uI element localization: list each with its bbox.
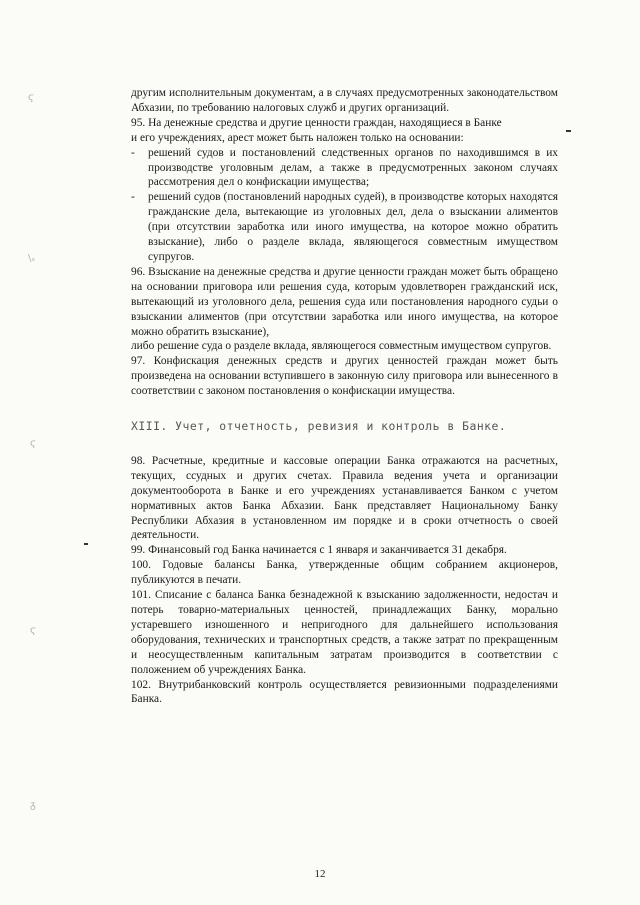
paragraph-101: 101. Списание с баланса Банка безнадежной к взысканию задолженности, недостач и потерь товарно-материальных ценностей, принадлежащих Банку, морально устаревшего изношенного и непригодного для дальнейшего использования оборудования, технических и транспортных средств, а также затрат по прекращенным и неосуществленным капитальным затратам производится в соответствии с положением об учреждениях Банка.	[131, 589, 558, 676]
paragraph-96: 96. Взыскание на денежные средства и другие ценности граждан может быть обращено на основании приговора или решения суда, которым удовлетворен гражданский иск, вытекающий из уголовного дела, решения суда или постановления народного судьи о взыскании алиментов (при отсутствии заработка или иного имущества, на которое можно обратить взыскание),	[131, 265, 558, 338]
list-item-text: решений судов (постановлений народных судей), в производстве которых находятся гражданские дела, вытекающие из уголовных дел, дела о взыскании алиментов (при отсутствии заработка или иного имущества, на которое можно обратить взыскание), либо о разделе вклада, являющегося совместным имуществом супругов.	[148, 191, 558, 263]
paragraph-95-continuation: и его учреждениях, арест может быть наложен только на основании:	[131, 131, 464, 144]
scan-artifact-mark: ϛ	[30, 625, 36, 636]
paragraph-99: 99. Финансовый год Банка начинается с 1 января и заканчивается 31 декабря.	[131, 544, 507, 557]
document-body	[131, 86, 558, 707]
section-heading: XIII. Учет, отчетность, ревизия и контроль в Банке.	[131, 419, 507, 434]
page-number: 12	[314, 868, 326, 880]
list-bullet: -	[131, 191, 135, 204]
list-item	[131, 146, 558, 191]
paragraph-continuation: другим исполнительным документам, а в случаях предусмотренных законодательством Абхазии, по требованию налоговых служб и других организаций.	[131, 87, 558, 114]
list-item	[131, 190, 558, 265]
scan-artifact-mark: ᵹ	[30, 800, 36, 811]
scan-artifact-mark: \ₛ	[28, 253, 36, 264]
scan-artifact-mark: ϛ	[30, 438, 36, 449]
list-bullet: -	[131, 146, 135, 159]
list-item-text: решений судов и постановлений следственных органов по находившимся в их производстве уголовным делам, а также в предусмотренных законом случаях рассмотрения дел о конфискации имущества;	[148, 146, 558, 189]
paragraph-97: 97. Конфискация денежных средств и других ценностей граждан может быть произведена на основании вступившего в законную силу приговора или вынесенного в соответствии с законом постановления о конфискации имущества.	[131, 355, 558, 398]
paragraph-102: 102. Внутрибанковский контроль осуществляется ревизионными подразделениями Банка.	[131, 678, 558, 706]
paragraph-95: 95. На денежные средства и другие ценности граждан, находящиеся в Банке	[131, 116, 502, 129]
paragraph-96-continuation: либо решение суда о разделе вклада, являющегося совместным имуществом супругов.	[131, 340, 552, 353]
paragraph-98: 98. Расчетные, кредитные и кассовые операции Банка отражаются на расчетных, текущих, ссудных и других счетах. Правила ведения учета и организации документооборота в Банке и его учреждениях устанавливается Банком с учетом нормативных актов Банка Абхазии. Банк представляет Национальному Банку Республики Абхазия в установленном им порядке и в сроки отчетность о своей деятельности.	[131, 454, 558, 542]
paragraph-100: 100. Годовые балансы Банка, утвержденные общим собранием акционеров, публикуются в печати.	[131, 559, 558, 587]
scan-artifact-mark: ϛ	[28, 92, 34, 103]
scan-artifact-tick	[84, 543, 88, 545]
scan-artifact-tick	[566, 130, 571, 132]
